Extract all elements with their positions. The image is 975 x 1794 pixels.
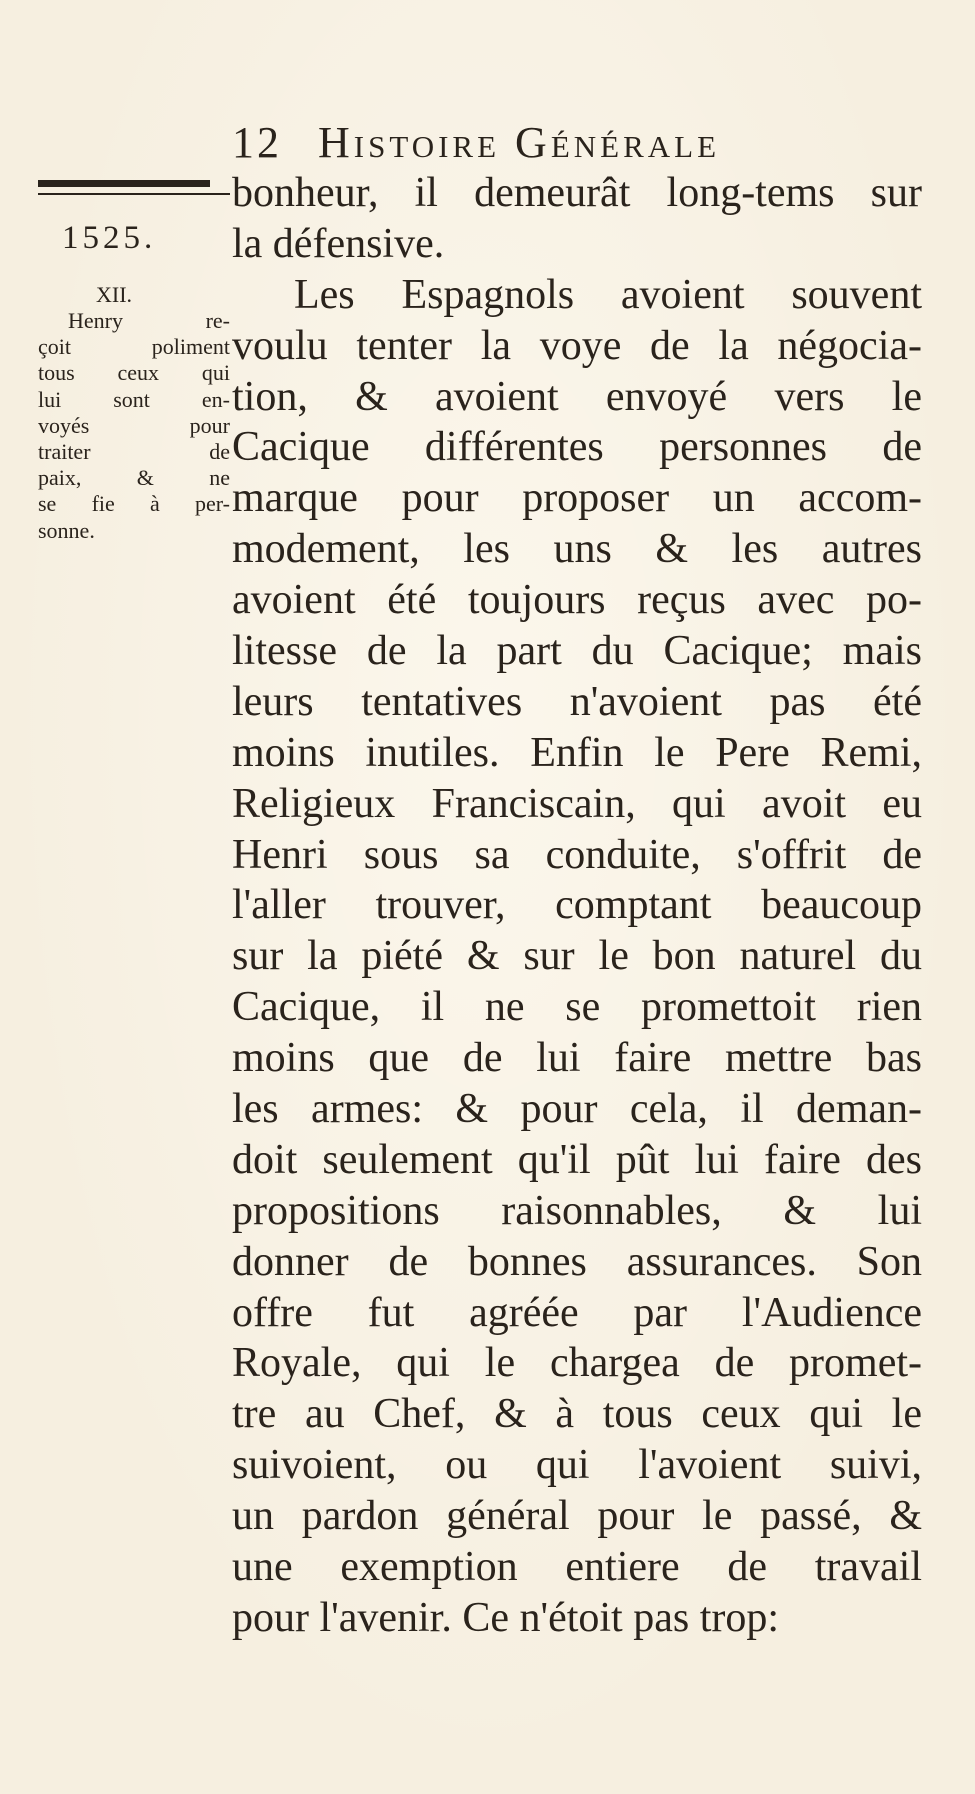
text-line: voulu tenter la voye de la négocia- <box>232 322 922 369</box>
text-line: offre fut agréée par l'Audience <box>232 1289 922 1336</box>
margin-rule-thin <box>38 193 230 195</box>
text-line: marque pour proposer un accom- <box>232 475 922 522</box>
text-line: Les Espagnols avoient souvent <box>294 271 922 318</box>
text-line: modement, les uns & les autres <box>232 526 922 573</box>
text-line: tre au Chef, & à tous ceux qui le <box>232 1391 922 1438</box>
running-title: Histoire Générale <box>318 118 721 167</box>
text-line: donner de bonnes assurances. Son <box>232 1238 922 1285</box>
text-line: moins inutiles. Enfin le Pere Remi, <box>232 729 922 776</box>
text-line: litesse de la part du Cacique; mais <box>232 628 922 675</box>
text-line: moins que de lui faire mettre bas <box>232 1035 922 1082</box>
text-line: sur la piété & sur le bon naturel du <box>232 933 922 980</box>
sidenote-line: Henry re- <box>68 308 230 333</box>
sidenote-line: voyés pour <box>38 412 230 438</box>
sidenote-line: tous ceux qui <box>38 360 230 386</box>
text-line: Cacique, il ne se promettoit rien <box>232 984 922 1031</box>
text-line: Henri sous sa conduite, s'offrit de <box>232 831 922 878</box>
sidenote-number: XII. <box>96 282 133 307</box>
margin-year: 1525. <box>62 220 157 256</box>
body-text <box>232 168 922 1644</box>
text-line: Religieux Franciscain, qui avoit eu <box>232 780 922 827</box>
text-line: suivoient, ou qui l'avoient suivi, <box>232 1442 922 1489</box>
running-head <box>232 118 922 168</box>
text-line: doit seulement qu'il pût lui faire des <box>232 1136 922 1183</box>
text-line: leurs tentatives n'avoient pas été <box>232 678 922 725</box>
text-line: bonheur, il demeurât long-tems sur <box>232 170 922 216</box>
text-line: un pardon général pour le passé, & <box>232 1493 922 1540</box>
sidenote-line: lui sont en- <box>38 386 230 412</box>
text-line: propositions raisonnables, & lui <box>232 1187 922 1234</box>
sidenote-line: paix, & ne <box>38 465 230 491</box>
sidenote-line: sonne. <box>38 517 95 543</box>
text-line: avoient été toujours reçus avec po- <box>232 577 922 624</box>
sidenote-line: çoit poliment <box>38 334 230 360</box>
text-line: Cacique différentes personnes de <box>232 424 922 471</box>
text-line: Royale, qui le chargea de promet- <box>232 1340 922 1387</box>
text-line: l'aller trouver, comptant beaucoup <box>232 882 922 929</box>
text-line: pour l'avenir. Ce n'étoit pas trop: <box>232 1594 780 1641</box>
sidenote-line: se fie à per- <box>38 491 230 517</box>
sidenote <box>38 308 230 544</box>
margin-rule-thick <box>38 180 210 187</box>
text-line: la défensive. <box>232 220 445 267</box>
sidenote-line: traiter de <box>38 439 230 465</box>
text-line: les armes: & pour cela, il deman- <box>232 1086 922 1133</box>
page-number: 12 <box>232 118 282 167</box>
text-line: une exemption entiere de travail <box>232 1544 922 1591</box>
text-line: tion, & avoient envoyé vers le <box>232 373 922 420</box>
